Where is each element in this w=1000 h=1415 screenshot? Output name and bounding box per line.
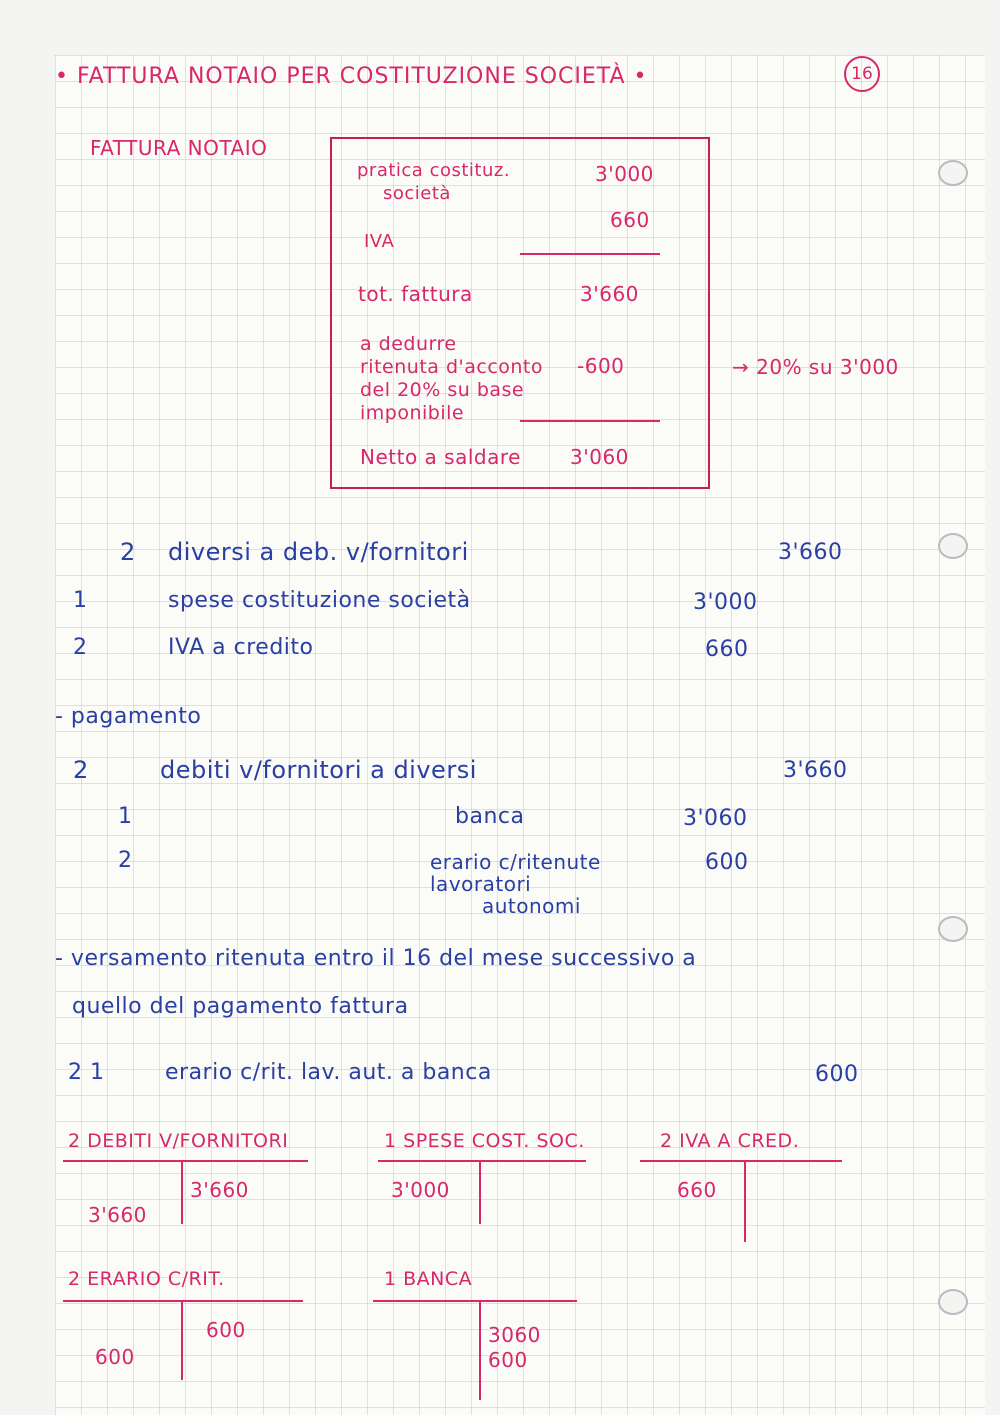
ledger-title: 2 DEBITI V/FORNITORI (68, 1130, 289, 1152)
entry-number: 2 1 (68, 1060, 105, 1085)
page-title: • FATTURA NOTAIO PER COSTITUZIONE SOCIETÀ • (55, 64, 648, 89)
ledger-entry: 600 (488, 1348, 528, 1372)
entry-row-text: spese costituzione società (168, 588, 471, 613)
net-label: Netto a saldare (360, 445, 521, 469)
punch-hole (938, 533, 968, 559)
page-number: 16 (844, 56, 880, 92)
deduction-note: → 20% su 3'000 (732, 355, 899, 379)
entry-row-amount: 3'000 (693, 590, 758, 615)
ledger-divider (744, 1160, 746, 1242)
entry-row-number: 1 (73, 588, 88, 613)
invoice-total-label: tot. fattura (358, 282, 473, 306)
invoice-line-label: pratica costituz. (357, 160, 511, 181)
ledger-entry: 660 (677, 1178, 717, 1202)
net-line (520, 420, 660, 422)
ledger-entry: 3'660 (190, 1178, 249, 1202)
entry-heading: diversi a deb. v/fornitori (168, 538, 469, 566)
ledger-divider (479, 1160, 481, 1224)
deduction-text: ritenuta d'acconto (360, 356, 544, 378)
deduction-text: a dedurre (360, 333, 457, 355)
entry-amount: 3'660 (778, 540, 843, 565)
entry-row-amount: 660 (705, 637, 749, 662)
invoice-label: FATTURA NOTAIO (90, 136, 268, 160)
ledger-title: 1 SPESE COST. SOC. (384, 1130, 585, 1152)
ledger-rule (63, 1300, 303, 1302)
ledger-rule (640, 1160, 842, 1162)
note-text: quello del pagamento fattura (72, 994, 409, 1019)
invoice-total-amount: 3'660 (580, 282, 639, 306)
invoice-amount: 3'000 (595, 162, 654, 186)
deduction-text: imponibile (360, 402, 465, 424)
entry-row-text: IVA a credito (168, 635, 314, 660)
punch-hole (938, 916, 968, 942)
ledger-entry: 3'000 (391, 1178, 450, 1202)
ledger-rule (373, 1300, 577, 1302)
deduction-text: del 20% su base (360, 379, 525, 401)
payment-row-amount: 3'060 (683, 806, 748, 831)
entry-number: 2 (120, 538, 136, 566)
invoice-line-label: società (383, 183, 451, 204)
payment-heading: debiti v/fornitori a diversi (160, 756, 477, 784)
payment-row-amount: 600 (705, 850, 749, 875)
payment-row-text: erario c/ritenute (430, 850, 601, 874)
ledger-title: 2 IVA A CRED. (660, 1130, 800, 1152)
invoice-iva-amount: 660 (610, 208, 650, 232)
ledger-entry: 600 (206, 1318, 246, 1342)
subtotal-line (520, 253, 660, 255)
entry-row-number: 2 (73, 635, 88, 660)
ledger-title: 1 BANCA (384, 1268, 473, 1290)
payment-label: - pagamento (55, 704, 202, 729)
punch-hole (938, 160, 968, 186)
payment-row-text: autonomi (482, 894, 581, 918)
invoice-iva-label: IVA (364, 231, 395, 252)
payment-number: 2 (73, 756, 89, 784)
deduction-amount: -600 (577, 354, 625, 378)
entry-heading: erario c/rit. lav. aut. a banca (165, 1060, 492, 1085)
ledger-divider (479, 1300, 481, 1400)
ledger-rule (378, 1160, 586, 1162)
payment-amount: 3'660 (783, 758, 848, 783)
ledger-divider (181, 1300, 183, 1380)
ledger-entry: 3060 (488, 1323, 541, 1347)
ledger-entry: 3'660 (88, 1203, 147, 1227)
ledger-rule (63, 1160, 308, 1162)
payment-row-number: 1 (118, 804, 133, 829)
payment-row-text: banca (455, 804, 525, 829)
ledger-title: 2 ERARIO C/RIT. (68, 1268, 225, 1290)
ledger-divider (181, 1160, 183, 1224)
note-text: - versamento ritenuta entro il 16 del mese successivo a (55, 946, 697, 971)
payment-row-number: 2 (118, 848, 133, 873)
ledger-entry: 600 (95, 1345, 135, 1369)
payment-row-text: lavoratori (430, 872, 532, 896)
punch-hole (938, 1289, 968, 1315)
net-amount: 3'060 (570, 445, 629, 469)
entry-amount: 600 (815, 1062, 859, 1087)
